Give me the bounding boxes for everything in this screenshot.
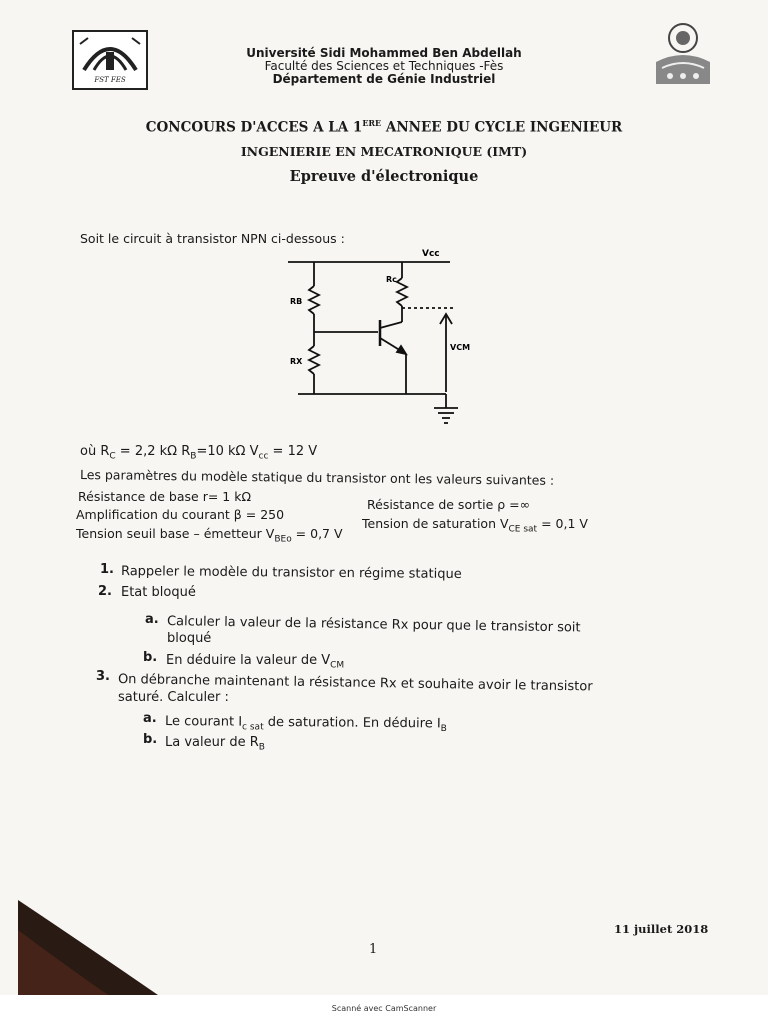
q3b-text: La valeur de $R_B$ — [165, 735, 265, 753]
exam-title: CONCOURS D'ACCES A LA 1ERE ANNEE DU CYCLE INGENIEUR — [145, 118, 623, 136]
vcc-label: Vcc — [422, 249, 440, 259]
department-name: Département de Génie Industriel — [272, 72, 496, 86]
component-values: où $R_C = 2,2$ kΩ $R_B=10$ kΩ $V_{cc} = 12$ V — [80, 444, 318, 462]
q2b-text: En déduire la valeur de $V_{CM}$ — [166, 653, 345, 671]
q2a-text-line2: bloqué — [167, 631, 212, 646]
q3a-number: a. — [143, 711, 157, 726]
program-title: INGENIERIE EN MECATRONIQUE (IMT) — [240, 144, 528, 159]
scan-shadow — [18, 900, 158, 995]
transistor-circuit — [280, 242, 480, 432]
q3-text-line2: saturé. Calculer : — [118, 690, 229, 705]
q3b-number: b. — [143, 732, 158, 747]
params-intro: Les paramètres du modèle statique du transistor ont les valeurs suivantes : — [79, 467, 555, 488]
q2a-text-line1: Calculer la valeur de la résistance Rx pour que le transistor soit — [166, 614, 581, 636]
q1-number: 1. — [100, 562, 114, 577]
q2-number: 2. — [98, 584, 112, 599]
q3a-text: Le courant $I_{c sat}$ de saturation. En déduire $I_B$ — [164, 714, 447, 735]
subject-title: Epreuve d'électronique — [289, 168, 479, 185]
rb-label: RB — [290, 297, 303, 306]
intro-text: Soit le circuit à transistor NPN ci-dessous : — [80, 231, 345, 246]
scanner-watermark: Scanné avec CamScanner — [331, 1004, 437, 1013]
q3-text-line1: On débranche maintenant la résistance Rx et souhaite avoir le transistor — [117, 672, 593, 695]
vcm-label: VCM — [450, 343, 471, 352]
saturation-voltage: Tension de saturation $V_{CE sat} = 0,1$ V — [362, 516, 588, 535]
q2a-number: a. — [145, 612, 159, 627]
threshold-voltage: Tension seuil base – émetteur $V_{BEo} = 0,7$ V — [76, 526, 343, 545]
q2-text: Etat bloqué — [121, 585, 196, 600]
university-name: Université Sidi Mohammed Ben Abdellah — [246, 46, 522, 60]
rx-label: RX — [290, 357, 303, 366]
logo-left-text: FST FES — [94, 76, 126, 84]
base-resistance: Résistance de base r= 1 kΩ — [78, 489, 252, 504]
current-gain: Amplification du courant β = 250 — [76, 507, 285, 522]
rc-label: Rc — [386, 275, 397, 284]
q1-text: Rappeler le modèle du transistor en régime statique — [120, 564, 462, 582]
page-number: 1 — [369, 942, 378, 957]
exam-date: 11 juillet 2018 — [614, 922, 709, 936]
q2b-number: b. — [143, 650, 158, 665]
output-resistance: Résistance de sortie ρ =∞ — [367, 497, 531, 512]
q3-number: 3. — [96, 669, 110, 684]
faculty-name: Faculté des Sciences et Techniques -Fès — [264, 59, 504, 73]
